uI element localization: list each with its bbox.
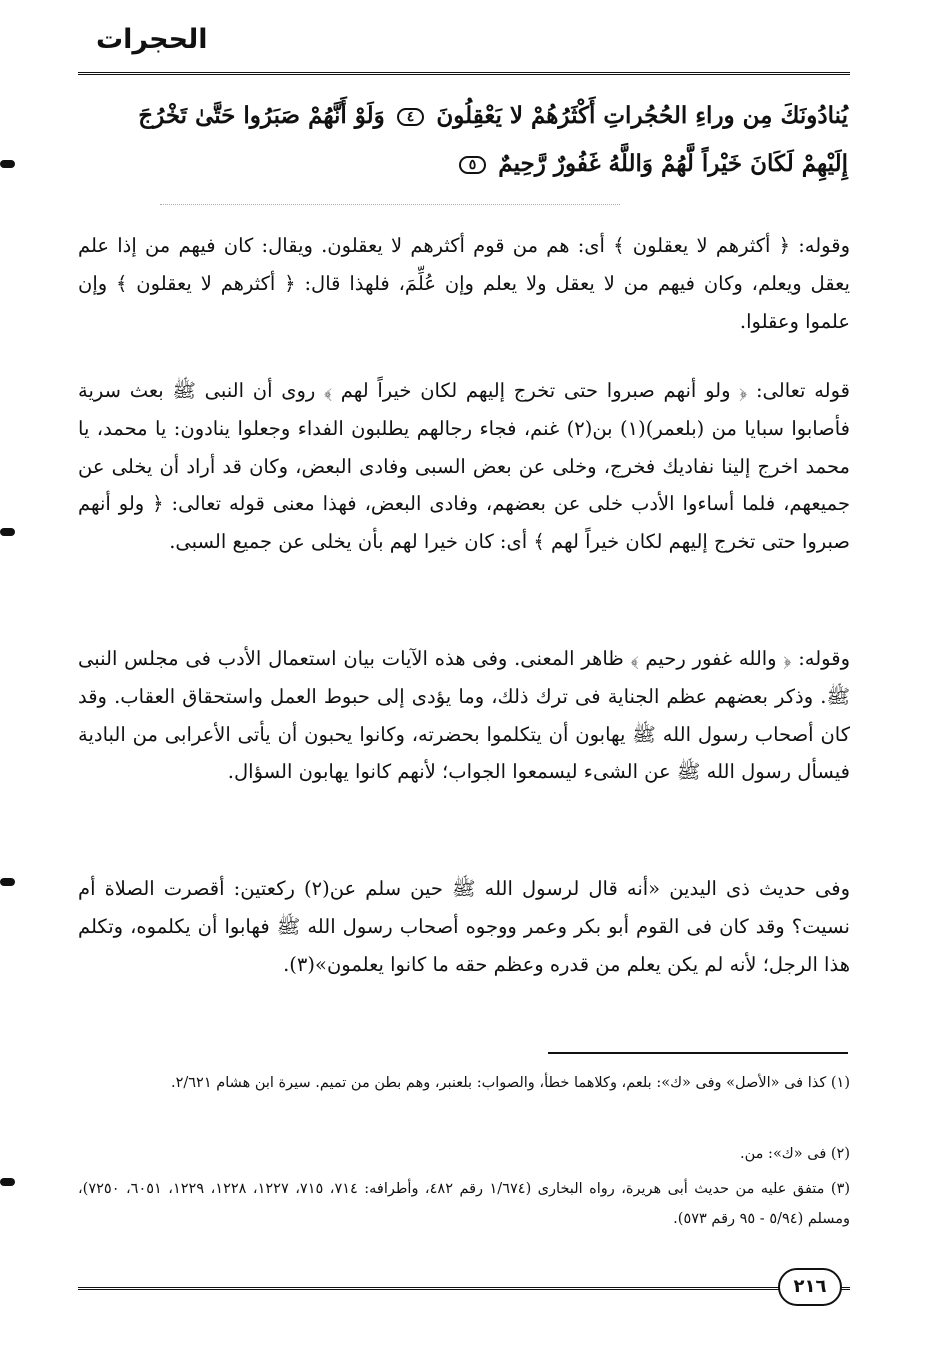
paragraph-3: وقوله: ﴿ والله غفور رحيم ﴾ ظاهر المعنى. وفى هذه الآيات بيان استعمال الأدب فى مجلس النبى ﷺ. وذكر بعضهم عظم الجناية فى ترك ذلك، وما يؤدى إلى حبوط العمل واستحقاق العقاب. وقد كان أصحاب رسول الله ﷺ يهابون أن يتكلموا بحضرته، وكانوا يحبون أن يأتى الأعرابى من البادية فيسأل رسول الله ﷺ عن الشىء ليسمعوا الجواب؛ لأنهم كانوا يهابون السؤال. <box>78 647 850 784</box>
verse-line-2 <box>78 152 848 175</box>
verse-separator <box>160 204 620 205</box>
verse-text-1a: يُنادُونَكَ مِن وراءِ الحُجُراتِ أَكْثَرُهُمْ لا يَعْقِلُونَ <box>436 102 848 129</box>
header-rule <box>78 72 850 75</box>
paragraph-2: قوله تعالى: ﴿ ولو أنهم صبروا حتى تخرج إليهم لكان خيراً لهم ﴾ روى أن النبى ﷺ بعث سرية فأصابوا سبايا من (بلعمر)(١) بن(٢) غنم، فجاء رجالهم يطلبون الفداء وجعلوا ينادون: يا محمد، يا محمد اخرج إلينا نفاديك فخرج، وخلى عن بعض السبى وفادى البعض، وكان قد أراد أن يخلى عن جميعهم، فلما أساءوا الأدب خلى عن بعضهم، وفادى البعض، فهذا معنى قوله تعالى: ﴿ ولو أنهم صبروا حتى تخرج إليهم لكان خيراً لهم ﴾ أى: كان خيرا لهم بأن يخلى عن جميع السبى. <box>78 379 851 554</box>
footnote-3: (٣) متفق عليه من حديث أبى هريرة، رواه البخارى (١/٦٧٤ رقم ٤٨٢، وأطرافه: ٧١٤، ٧١٥، ١٢٢٧، ١٢٢٨، ١٢٢٩، ٦٠٥١، ٧٢٥٠)، ومسلم (٥/٩٤ - ٩٥ رقم ٥٧٣). <box>78 1181 851 1227</box>
verse-text-1b: وَلَوْ أَنَّهُمْ صَبَرُوا حَتَّىٰ تَخْرُجَ <box>138 102 385 129</box>
verse-number-marker-5: ٥ <box>459 156 487 174</box>
page-number: ٢١٦ <box>778 1268 842 1306</box>
margin-mark <box>0 528 15 536</box>
running-header-title: الحجرات <box>96 24 208 55</box>
footnote-1: (١) كذا فى «الأصل» وفى «ك»: بلعم، وكلاهما خطأ، والصواب: بلعنبر، وهم بطن من تميم. سيرة ابن هشام ٢/٦٢١. <box>170 1075 850 1091</box>
margin-mark <box>0 1178 15 1186</box>
footnote-2: (٢) فى «ك»: من. <box>740 1146 850 1162</box>
margin-mark <box>0 878 15 886</box>
footer-rule <box>78 1287 850 1290</box>
verse-text-2: إِلَيْهِمْ لَكَانَ خَيْراً لَّهُمْ وَاللَّهُ غَفُورٌ رَّحِيمٌ <box>498 150 848 177</box>
verse-number-marker-4: ٤ <box>397 108 425 126</box>
margin-mark <box>0 160 15 168</box>
paragraph-1: وقوله: ﴿ أكثرهم لا يعقلون ﴾ أى: هم من قوم أكثرهم لا يعقلون. ويقال: كان فيهم من إذا علم يعقل ويعلم، وكان فيهم من لا يعقل ولا يعلم وإن عُلِّمَ، فلهذا قال: ﴿ أكثرهم لا يعقلون ﴾ وإن علموا وعقلوا. <box>78 234 850 333</box>
verse-line-1 <box>78 104 848 127</box>
paragraph-4: وفى حديث ذى اليدين «أنه قال لرسول الله ﷺ حين سلم عن(٢) ركعتين: أقصرت الصلاة أم نسيت؟ وقد كان فى القوم أبو بكر وعمر ووجوه أصحاب رسول الله ﷺ فهابوا أن يكلموه، وتكلم هذا الرجل؛ لأنه لم يكن يعلم من قدره وعظم حقه ما كانوا يعلمون»(٣). <box>78 877 850 976</box>
footnote-separator <box>548 1052 848 1054</box>
